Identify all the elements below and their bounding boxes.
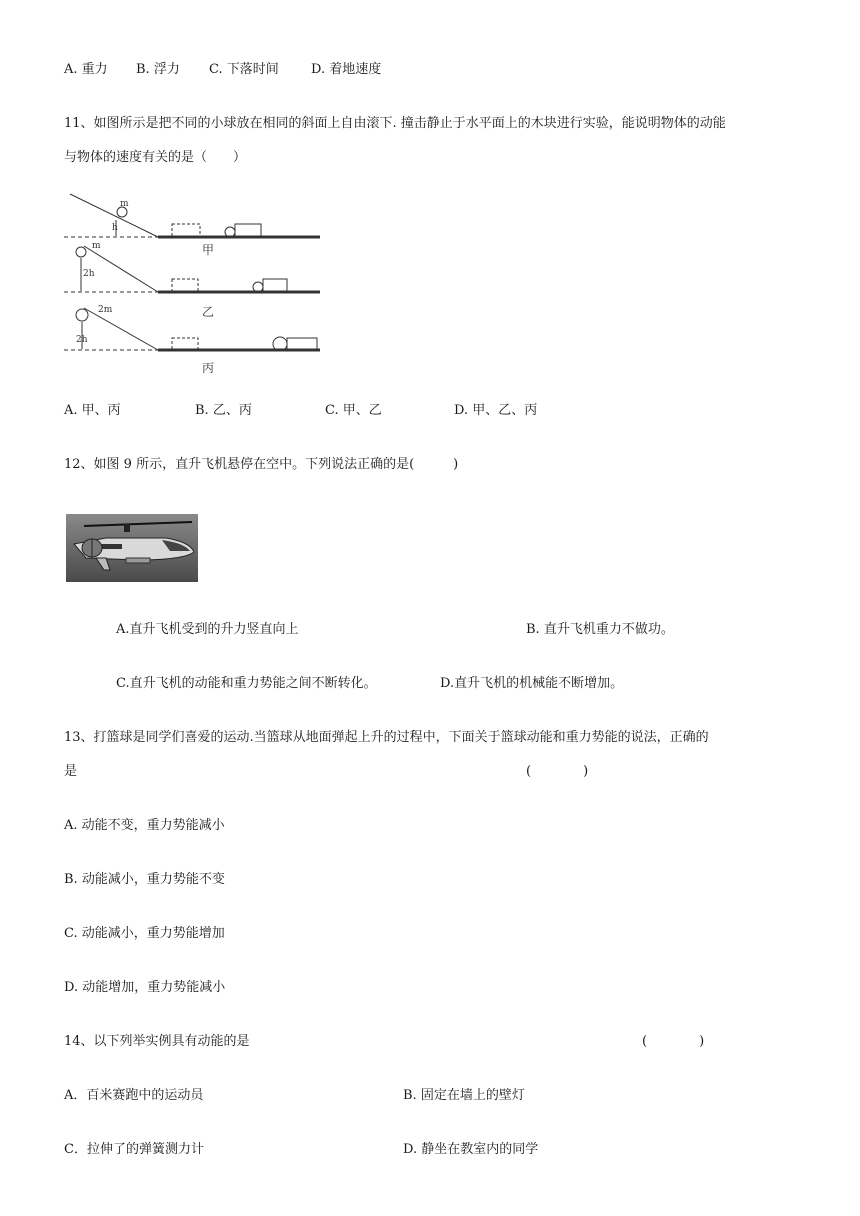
q14-option-d: D. 静坐在教室内的同学 [403,1142,539,1157]
q11-row1-mass-label: m [120,199,129,209]
q10-option-c: C. 下落时间 [209,62,279,77]
q10-option-a: A. 重力 [64,62,108,77]
q12-option-d: D.直升飞机的机械能不断增加。 [440,676,624,691]
q14-option-c: C．拉伸了的弹簧测力计 [64,1142,204,1157]
q14-option-b: B. 固定在墙上的壁灯 [403,1088,525,1103]
q11-option-d: D. 甲、乙、丙 [454,403,538,418]
q13-option-c: C. 动能减小，重力势能增加 [64,926,225,941]
q12-option-b: B. 直升飞机重力不做功。 [526,622,674,637]
helicopter-photo [66,514,198,582]
q13-stem-line2: 是 [64,764,78,779]
q11-row3-height-label: 2h [76,335,88,345]
q12-option-c: C.直升飞机的动能和重力势能之间不断转化。 [116,676,377,691]
q11-stem-line2: 与物体的速度有关的是（ ） [64,150,247,165]
q11-row2-height-label: 2h [83,269,95,279]
q12-option-a: A.直升飞机受到的升力竖直向上 [116,622,299,637]
q11-row1-height-label: h [112,223,118,233]
q10-option-d: D. 着地速度 [311,62,382,77]
q11-option-a: A. 甲、丙 [64,403,121,418]
q11-row3-mass-label: 2m [98,305,113,315]
q11-option-c: C. 甲、乙 [325,403,382,418]
q14-stem: 14、以下列举实例具有动能的是 [64,1034,250,1049]
q13-option-a: A. 动能不变，重力势能减小 [64,818,225,833]
q11-stem-line1: 11、如图所示是把不同的小球放在相同的斜面上自由滚下. 撞击静止于水平面上的木块进行实验，能说明物体的动能 [64,116,726,131]
q11-option-b: B. 乙、丙 [195,403,252,418]
q13-answer-bracket: ( ) [526,764,589,779]
q11-caption-yi: 乙 [202,305,215,319]
q13-stem-line1: 13、打篮球是同学们喜爱的运动.当篮球从地面弹起上升的过程中，下面关于篮球动能和重力势能的说法，正确的 [64,730,709,745]
q14-answer-bracket: ( ) [642,1034,705,1049]
q13-option-d: D. 动能增加，重力势能减小 [64,980,226,995]
q11-row2-mass-label: m [92,241,101,251]
q10-option-b: B. 浮力 [136,62,180,77]
q12-stem: 12、如图 9 所示，直升飞机悬停在空中。下列说法正确的是( ) [64,457,459,472]
q11-caption-bing: 丙 [202,361,215,375]
q14-option-a: A．百米赛跑中的运动员 [64,1088,204,1103]
q13-option-b: B. 动能减小，重力势能不变 [64,872,225,887]
q11-experiment-figure [64,192,326,376]
q11-caption-jia: 甲 [202,243,215,257]
